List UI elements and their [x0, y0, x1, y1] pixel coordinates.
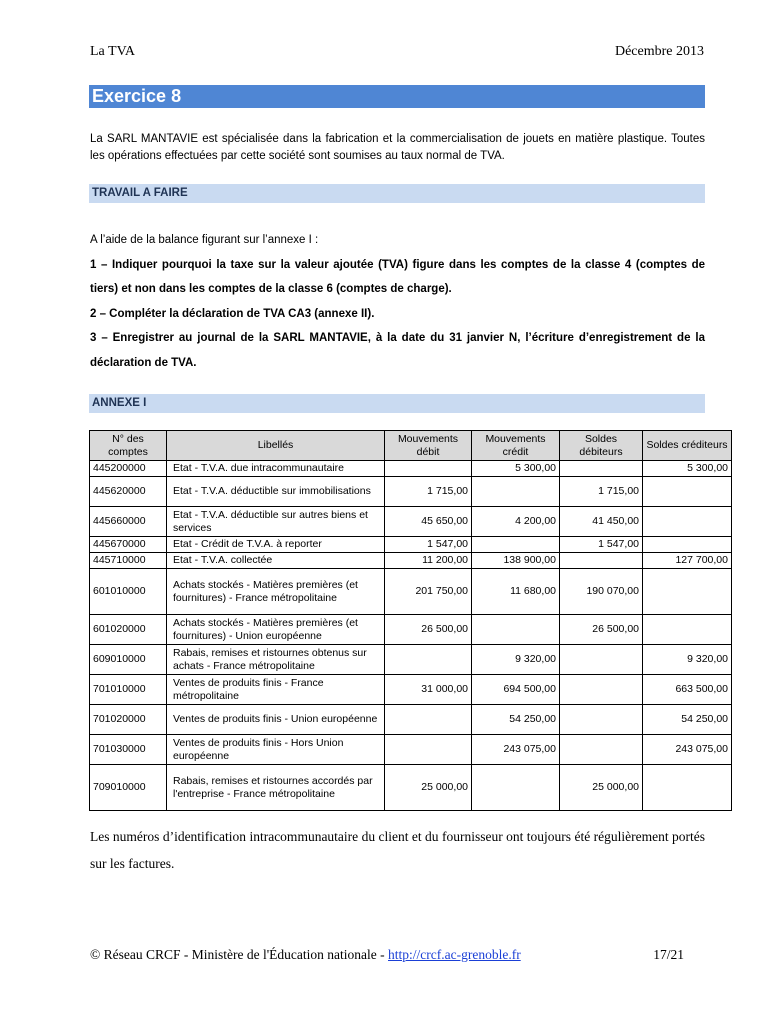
account-number: 701020000: [90, 705, 167, 735]
solde-debiteur: [560, 553, 643, 569]
table-row: [90, 477, 732, 507]
account-label: Ventes de produits finis - Hors Union européenne: [167, 735, 385, 765]
account-label: Etat - Crédit de T.V.A. à reporter: [167, 537, 385, 553]
account-label: Etat - T.V.A. déductible sur immobilisations: [167, 477, 385, 507]
solde-crediteur: [643, 477, 732, 507]
account-number: 601010000: [90, 569, 167, 615]
header-scredit: Soldes créditeurs: [643, 431, 732, 461]
mouvement-credit: 138 900,00: [472, 553, 560, 569]
account-label: Etat - T.V.A. collectée: [167, 553, 385, 569]
solde-crediteur: [643, 615, 732, 645]
account-number: 445670000: [90, 537, 167, 553]
solde-debiteur: [560, 461, 643, 477]
solde-crediteur: [643, 537, 732, 553]
solde-debiteur: [560, 645, 643, 675]
solde-debiteur: 190 070,00: [560, 569, 643, 615]
footer: [90, 947, 521, 963]
account-label: Rabais, remises et ristournes accordés par l'entreprise - France métropolitaine: [167, 765, 385, 811]
mouvement-credit: 9 320,00: [472, 645, 560, 675]
account-number: 445620000: [90, 477, 167, 507]
solde-debiteur: 26 500,00: [560, 615, 643, 645]
header-mdebit: Mouvements débit: [385, 431, 472, 461]
table-header-row: [90, 431, 732, 461]
footer-link[interactable]: http://crcf.ac-grenoble.fr: [388, 947, 521, 962]
mouvement-debit: [385, 461, 472, 477]
table-row: [90, 675, 732, 705]
mouvement-credit: 54 250,00: [472, 705, 560, 735]
solde-crediteur: 9 320,00: [643, 645, 732, 675]
account-label: Ventes de produits finis - Union européenne: [167, 705, 385, 735]
mouvement-credit: [472, 765, 560, 811]
solde-crediteur: 663 500,00: [643, 675, 732, 705]
solde-crediteur: 243 075,00: [643, 735, 732, 765]
mouvement-credit: 243 075,00: [472, 735, 560, 765]
solde-debiteur: [560, 675, 643, 705]
solde-crediteur: 127 700,00: [643, 553, 732, 569]
account-number: 609010000: [90, 645, 167, 675]
balance-table: [89, 430, 732, 811]
account-number: 701030000: [90, 735, 167, 765]
account-number: 601020000: [90, 615, 167, 645]
mouvement-debit: 45 650,00: [385, 507, 472, 537]
account-label: Etat - T.V.A. due intracommunautaire: [167, 461, 385, 477]
mouvement-debit: 1 715,00: [385, 477, 472, 507]
solde-crediteur: [643, 765, 732, 811]
table-row: [90, 645, 732, 675]
account-label: Rabais, remises et ristournes obtenus sur achats - France métropolitaine: [167, 645, 385, 675]
account-number: 445660000: [90, 507, 167, 537]
solde-debiteur: 25 000,00: [560, 765, 643, 811]
mouvement-credit: 11 680,00: [472, 569, 560, 615]
annexe-title: ANNEXE I: [89, 394, 705, 413]
table-row: [90, 569, 732, 615]
header-date: Décembre 2013: [614, 44, 704, 59]
account-number: 709010000: [90, 765, 167, 811]
solde-debiteur: 41 450,00: [560, 507, 643, 537]
solde-debiteur: 1 547,00: [560, 537, 643, 553]
table-row: [90, 507, 732, 537]
account-label: Achats stockés - Matières premières (et fournitures) - France métropolitaine: [167, 569, 385, 615]
solde-debiteur: 1 715,00: [560, 477, 643, 507]
account-number: 445710000: [90, 553, 167, 569]
question-3: 3 – Enregistrer au journal de la SARL MANTAVIE, à la date du 31 janvier N, l’écriture d’enregistrement de la déclaration de TVA.: [90, 332, 705, 369]
mouvement-credit: [472, 537, 560, 553]
mouvement-debit: 1 547,00: [385, 537, 472, 553]
solde-crediteur: [643, 569, 732, 615]
work-lead: A l’aide de la balance figurant sur l’annexe I :: [90, 234, 319, 246]
account-label: Achats stockés - Matières premières (et fournitures) - Union européenne: [167, 615, 385, 645]
mouvement-debit: 26 500,00: [385, 615, 472, 645]
mouvement-debit: [385, 705, 472, 735]
work-title: TRAVAIL A FAIRE: [89, 184, 705, 203]
header-title: La TVA: [90, 44, 135, 59]
note-paragraph: Les numéros d’identification intracommunautaire du client et du fournisseur ont toujours été régulièrement portés sur les factures.: [90, 829, 705, 871]
account-label: Etat - T.V.A. déductible sur autres biens et services: [167, 507, 385, 537]
mouvement-debit: [385, 645, 472, 675]
mouvement-credit: 5 300,00: [472, 461, 560, 477]
mouvement-debit: 11 200,00: [385, 553, 472, 569]
solde-debiteur: [560, 705, 643, 735]
mouvement-credit: 694 500,00: [472, 675, 560, 705]
question-1: 1 – Indiquer pourquoi la taxe sur la valeur ajoutée (TVA) figure dans les comptes de la classe 4 (comptes de tiers) et non dans les comptes de la classe 6 (comptes de charge).: [90, 258, 705, 295]
account-number: 445200000: [90, 461, 167, 477]
intro-paragraph: La SARL MANTAVIE est spécialisée dans la fabrication et la commercialisation de jouets en matière plastique. Toutes les opérations effectuées par cette société sont soumises au taux normal de TVA.: [90, 133, 705, 162]
table-row: [90, 765, 732, 811]
page-number: 17/21: [653, 947, 684, 962]
mouvement-credit: 4 200,00: [472, 507, 560, 537]
table-row: [90, 553, 732, 569]
table-row: [90, 705, 732, 735]
header-label: Libellés: [167, 431, 385, 461]
solde-debiteur: [560, 735, 643, 765]
mouvement-debit: 25 000,00: [385, 765, 472, 811]
header-account: N° des comptes: [90, 431, 167, 461]
table-row: [90, 615, 732, 645]
account-number: 701010000: [90, 675, 167, 705]
table-row: [90, 735, 732, 765]
solde-crediteur: 54 250,00: [643, 705, 732, 735]
mouvement-debit: [385, 735, 472, 765]
header-mcredit: Mouvements crédit: [472, 431, 560, 461]
solde-crediteur: [643, 507, 732, 537]
table-row: [90, 461, 732, 477]
footer-text: © Réseau CRCF - Ministère de l'Éducation nationale -: [90, 947, 389, 962]
header-sdebit: Soldes débiteurs: [560, 431, 643, 461]
account-label: Ventes de produits finis - France métropolitaine: [167, 675, 385, 705]
mouvement-debit: 31 000,00: [385, 675, 472, 705]
question-2: 2 – Compléter la déclaration de TVA CA3 (annexe II).: [90, 307, 375, 320]
mouvement-credit: [472, 615, 560, 645]
mouvement-debit: 201 750,00: [385, 569, 472, 615]
solde-crediteur: 5 300,00: [643, 461, 732, 477]
work-section: [90, 228, 705, 375]
exercise-title: Exercice 8: [89, 85, 705, 108]
table-row: [90, 537, 732, 553]
mouvement-credit: [472, 477, 560, 507]
